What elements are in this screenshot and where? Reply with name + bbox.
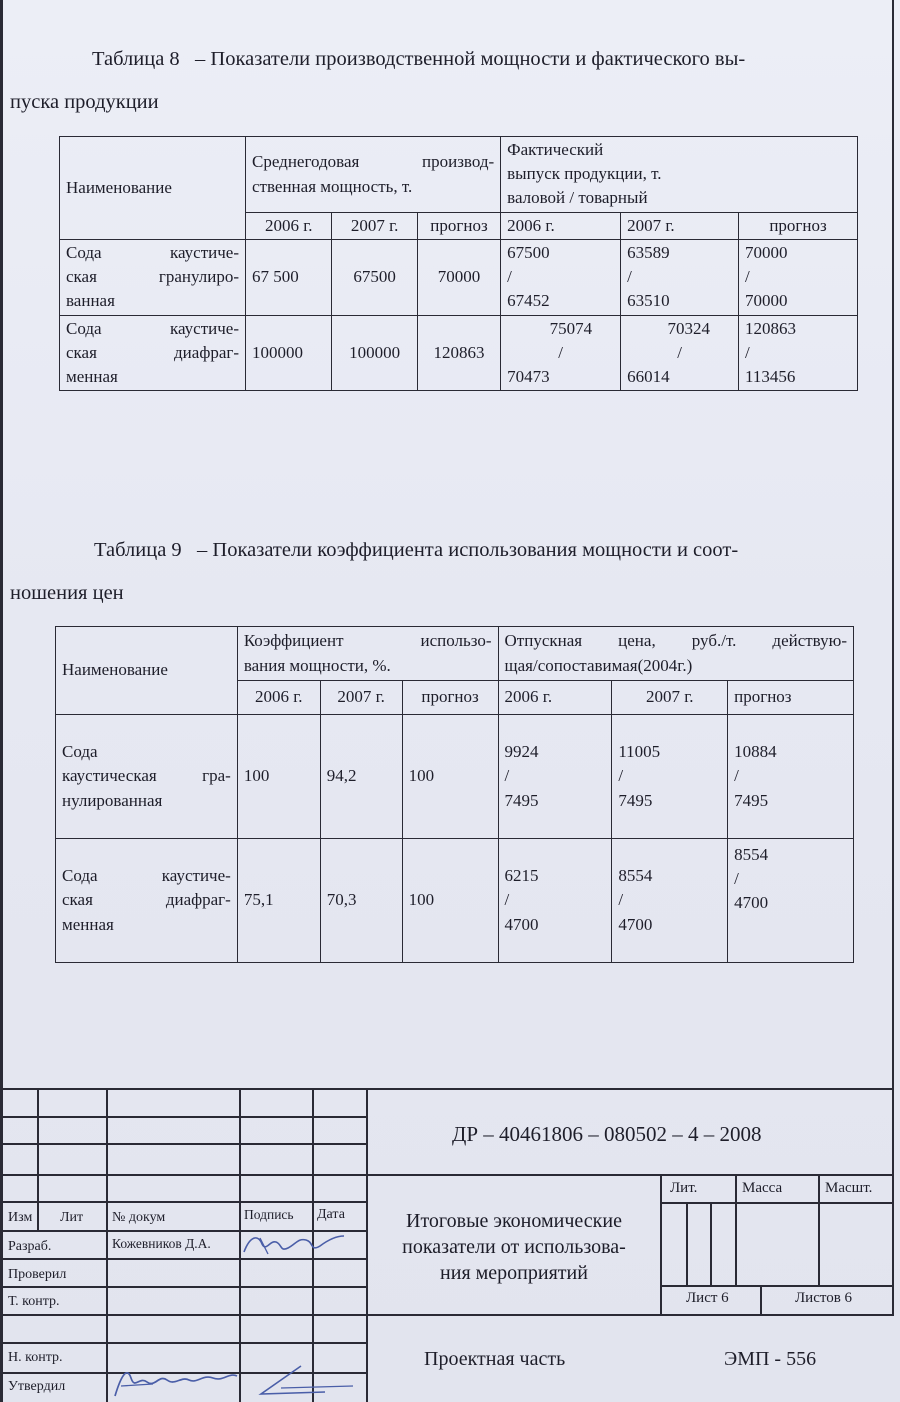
- tb-utverdil: Утвердил: [8, 1379, 66, 1394]
- cell-line: 4700: [734, 893, 769, 913]
- t9-year: 2007 г.: [612, 681, 728, 715]
- tb-line: [660, 1174, 662, 1316]
- tb-line: [0, 1088, 894, 1090]
- cell-line: 7495: [618, 790, 653, 810]
- tb-line: [760, 1286, 762, 1314]
- cell-line: 11005: [618, 742, 661, 762]
- table9-caption-line1: Таблица 9 – Показатели коэффициента использования мощности и соот-: [94, 539, 739, 561]
- tb-line: [710, 1202, 712, 1286]
- cell-line: 8554: [734, 845, 769, 864]
- table-cell: 70000: [417, 240, 500, 315]
- table-cell: [739, 240, 858, 315]
- tb-line: [0, 1314, 366, 1316]
- cell-line: /: [618, 890, 624, 910]
- t8-header-output-l2: выпуск продукции, т.: [507, 164, 662, 184]
- tb-line: [818, 1174, 820, 1286]
- table-cell: [739, 315, 858, 390]
- table9: [55, 626, 854, 963]
- tb-signature-label: Подпись: [244, 1207, 294, 1222]
- t8-header-capacity-l1: Среднегодовая производ-: [252, 152, 495, 172]
- cell-line: 8554: [618, 866, 653, 886]
- cell-line: /: [734, 766, 739, 786]
- cell-line: /: [504, 890, 510, 910]
- tb-line: [660, 1202, 894, 1204]
- table-cell: [501, 315, 621, 390]
- t8-header-output-l3: валовой / товарный: [507, 188, 648, 208]
- t9-header-coef-l1: Коэффициент использо-: [243, 631, 492, 651]
- cell-line: /: [627, 267, 632, 287]
- t8-header-output: [501, 137, 858, 213]
- tb-line: [106, 1088, 108, 1402]
- t9-year: 2006 г.: [498, 681, 612, 715]
- table8-caption-line1: Таблица 8 – Показатели производственной мощности и фактического вы-: [92, 48, 746, 70]
- cell-line: 7495: [504, 790, 539, 810]
- approver-signature: [105, 1358, 365, 1402]
- table-cell: [621, 315, 739, 390]
- table-cell: [498, 839, 612, 963]
- page-frame-right: [892, 0, 894, 1090]
- tb-doc-code: ДР – 40461806 – 080502 – 4 – 2008: [452, 1122, 762, 1146]
- table-cell: [728, 715, 854, 839]
- t8-row1-name-l2: ская гранулиро-: [66, 267, 240, 287]
- tb-sheets: Листов 6: [795, 1290, 853, 1306]
- cell-line: /: [507, 267, 512, 287]
- tb-line: [686, 1202, 688, 1286]
- cell-line: 66014: [627, 366, 670, 386]
- cell-line: 6215: [504, 866, 539, 886]
- t8-row2-name: [60, 315, 246, 390]
- t8-year: 2006 г.: [501, 213, 621, 240]
- table-row: [56, 839, 854, 963]
- tb-title-l3: ния мероприятий: [440, 1262, 588, 1284]
- t8-year: 2007 г.: [621, 213, 739, 240]
- table-cell: [612, 715, 728, 839]
- t8-header-output-l1: Фактический: [507, 140, 604, 159]
- t9-row2-name: [56, 839, 238, 963]
- tb-line: [735, 1174, 737, 1286]
- t8-row2-name-l1: Сода каустиче-: [66, 318, 240, 338]
- tb-t-kontr: Т. контр.: [8, 1294, 60, 1309]
- t9-year: 2007 г.: [320, 681, 402, 715]
- cell-line: 4700: [618, 914, 653, 934]
- cell-line: /: [745, 267, 750, 287]
- tb-date-label: Дата: [317, 1207, 345, 1222]
- cell-line: 120863: [745, 318, 797, 338]
- table-cell: [501, 240, 621, 315]
- t8-row2-name-l3: менная: [66, 366, 118, 386]
- tb-line: [892, 1088, 894, 1316]
- table-row: [56, 715, 854, 839]
- cell-line: 63589: [627, 243, 670, 263]
- t8-year: 2007 г.: [332, 213, 417, 240]
- table-cell: 120863: [417, 315, 500, 390]
- table-cell: 67500: [332, 240, 417, 315]
- t9-row2-name-l3: менная: [62, 914, 114, 934]
- cell-line: /: [734, 869, 739, 889]
- table-cell: 70,3: [320, 839, 402, 963]
- cell-line: /: [618, 766, 624, 786]
- cell-line: 113456: [745, 366, 796, 386]
- tb-proveril: Проверил: [8, 1267, 67, 1282]
- tb-line: [660, 1285, 894, 1287]
- cell-line: 67452: [507, 291, 550, 311]
- tb-line: [0, 1143, 366, 1145]
- table-row: [60, 315, 858, 390]
- t9-header-name: Наименование: [56, 627, 238, 715]
- t9-year: прогноз: [402, 681, 498, 715]
- table9-caption: [0, 535, 890, 609]
- table8: [59, 136, 858, 391]
- tb-line: [0, 1116, 366, 1118]
- cell-line: /: [504, 766, 510, 786]
- t9-row1-name-l2: каустическая гра-: [62, 766, 231, 786]
- cell-line: /: [677, 342, 682, 362]
- tb-line: [0, 1286, 366, 1288]
- table-cell: 100000: [332, 315, 417, 390]
- t8-year: прогноз: [739, 213, 858, 240]
- cell-line: 70473: [507, 366, 550, 386]
- tb-izm: Изм: [8, 1210, 33, 1225]
- tb-title-l2: показатели от использова-: [402, 1236, 626, 1258]
- t9-header-coef: [237, 627, 498, 681]
- author-signature: [240, 1230, 350, 1260]
- table8-caption-line2: пуска продукции: [10, 90, 159, 113]
- tb-line: [366, 1088, 368, 1402]
- tb-sheet: Лист 6: [686, 1290, 729, 1306]
- cell-line: 75074: [549, 318, 593, 338]
- cell-line: /: [745, 342, 750, 362]
- table-cell: 100: [402, 715, 498, 839]
- table-cell: [612, 839, 728, 963]
- cell-line: 10884: [734, 742, 777, 762]
- table-cell: [728, 839, 854, 963]
- tb-doc-no: № докум: [112, 1210, 166, 1225]
- t8-row2-name-l2: ская диафраг-: [66, 342, 240, 362]
- title-block: [0, 1088, 900, 1402]
- tb-title-l1: Итоговые экономические: [406, 1210, 622, 1232]
- tb-n-kontr: Н. контр.: [8, 1350, 63, 1365]
- tb-masshtab: Масшт.: [825, 1180, 873, 1196]
- table-cell: 75,1: [237, 839, 320, 963]
- tb-author: Кожевников Д.А.: [112, 1236, 211, 1251]
- tb-massa: Масса: [742, 1180, 783, 1196]
- table9-caption-line2: ношения цен: [10, 581, 124, 604]
- cell-line: 4700: [504, 914, 539, 934]
- t8-header-capacity: [246, 137, 501, 213]
- t8-year: прогноз: [417, 213, 500, 240]
- t9-row1-name-l1: Сода: [62, 742, 98, 762]
- cell-line: 70000: [745, 243, 788, 263]
- table-row: [60, 240, 858, 315]
- t8-header-name: Наименование: [60, 137, 246, 240]
- tb-lit: Лит: [60, 1210, 84, 1225]
- tb-section: Проектная часть: [424, 1348, 566, 1370]
- table-cell: [621, 240, 739, 315]
- t8-header-capacity-l2: ственная мощность, т.: [252, 176, 413, 196]
- t9-header-price-l2: щая/сопоставимая(2004г.): [504, 655, 693, 675]
- cell-line: 70324: [667, 318, 711, 338]
- tb-org: ЭМП - 556: [724, 1348, 817, 1370]
- tb-line: [0, 1201, 366, 1203]
- tb-title: [370, 1208, 658, 1286]
- table-cell: 100000: [246, 315, 332, 390]
- t8-row1-name-l1: Сода каустиче-: [66, 243, 240, 263]
- table8-caption: [0, 44, 890, 118]
- tb-line: [366, 1314, 894, 1316]
- tb-line: [366, 1174, 894, 1176]
- cell-line: 63510: [627, 291, 670, 311]
- t9-row2-name-l2: ская диафраг-: [62, 890, 231, 910]
- table-cell: 67 500: [246, 240, 332, 315]
- tb-razrab: Разраб.: [8, 1239, 52, 1254]
- table-cell: [498, 715, 612, 839]
- t9-row2-name-l1: Сода каустиче-: [62, 866, 231, 886]
- t9-year: прогноз: [728, 681, 854, 715]
- tb-line: [0, 1174, 366, 1176]
- t9-row1-name: [56, 715, 238, 839]
- t8-row1-name-l3: ванная: [66, 291, 115, 311]
- t9-header-price: [498, 627, 853, 681]
- t9-row1-name-l3: нулированная: [62, 790, 163, 810]
- cell-line: /: [558, 342, 563, 362]
- t9-year: 2006 г.: [237, 681, 320, 715]
- table-cell: 100: [237, 715, 320, 839]
- cell-line: 7495: [734, 790, 769, 810]
- tb-lit-header: Лит.: [670, 1180, 698, 1196]
- t8-year: 2006 г.: [246, 213, 332, 240]
- t9-header-coef-l2: вания мощности, %.: [243, 655, 391, 675]
- t9-header-price-l1: Отпускная цена, руб./т. действую-: [504, 631, 847, 651]
- cell-line: 70000: [745, 291, 788, 311]
- t8-row1-name: [60, 240, 246, 315]
- cell-line: 9924: [504, 742, 539, 762]
- tb-line: [37, 1088, 39, 1230]
- table-cell: 94,2: [320, 715, 402, 839]
- cell-line: 67500: [507, 243, 550, 263]
- table-cell: 100: [402, 839, 498, 963]
- tb-line: [0, 1342, 366, 1344]
